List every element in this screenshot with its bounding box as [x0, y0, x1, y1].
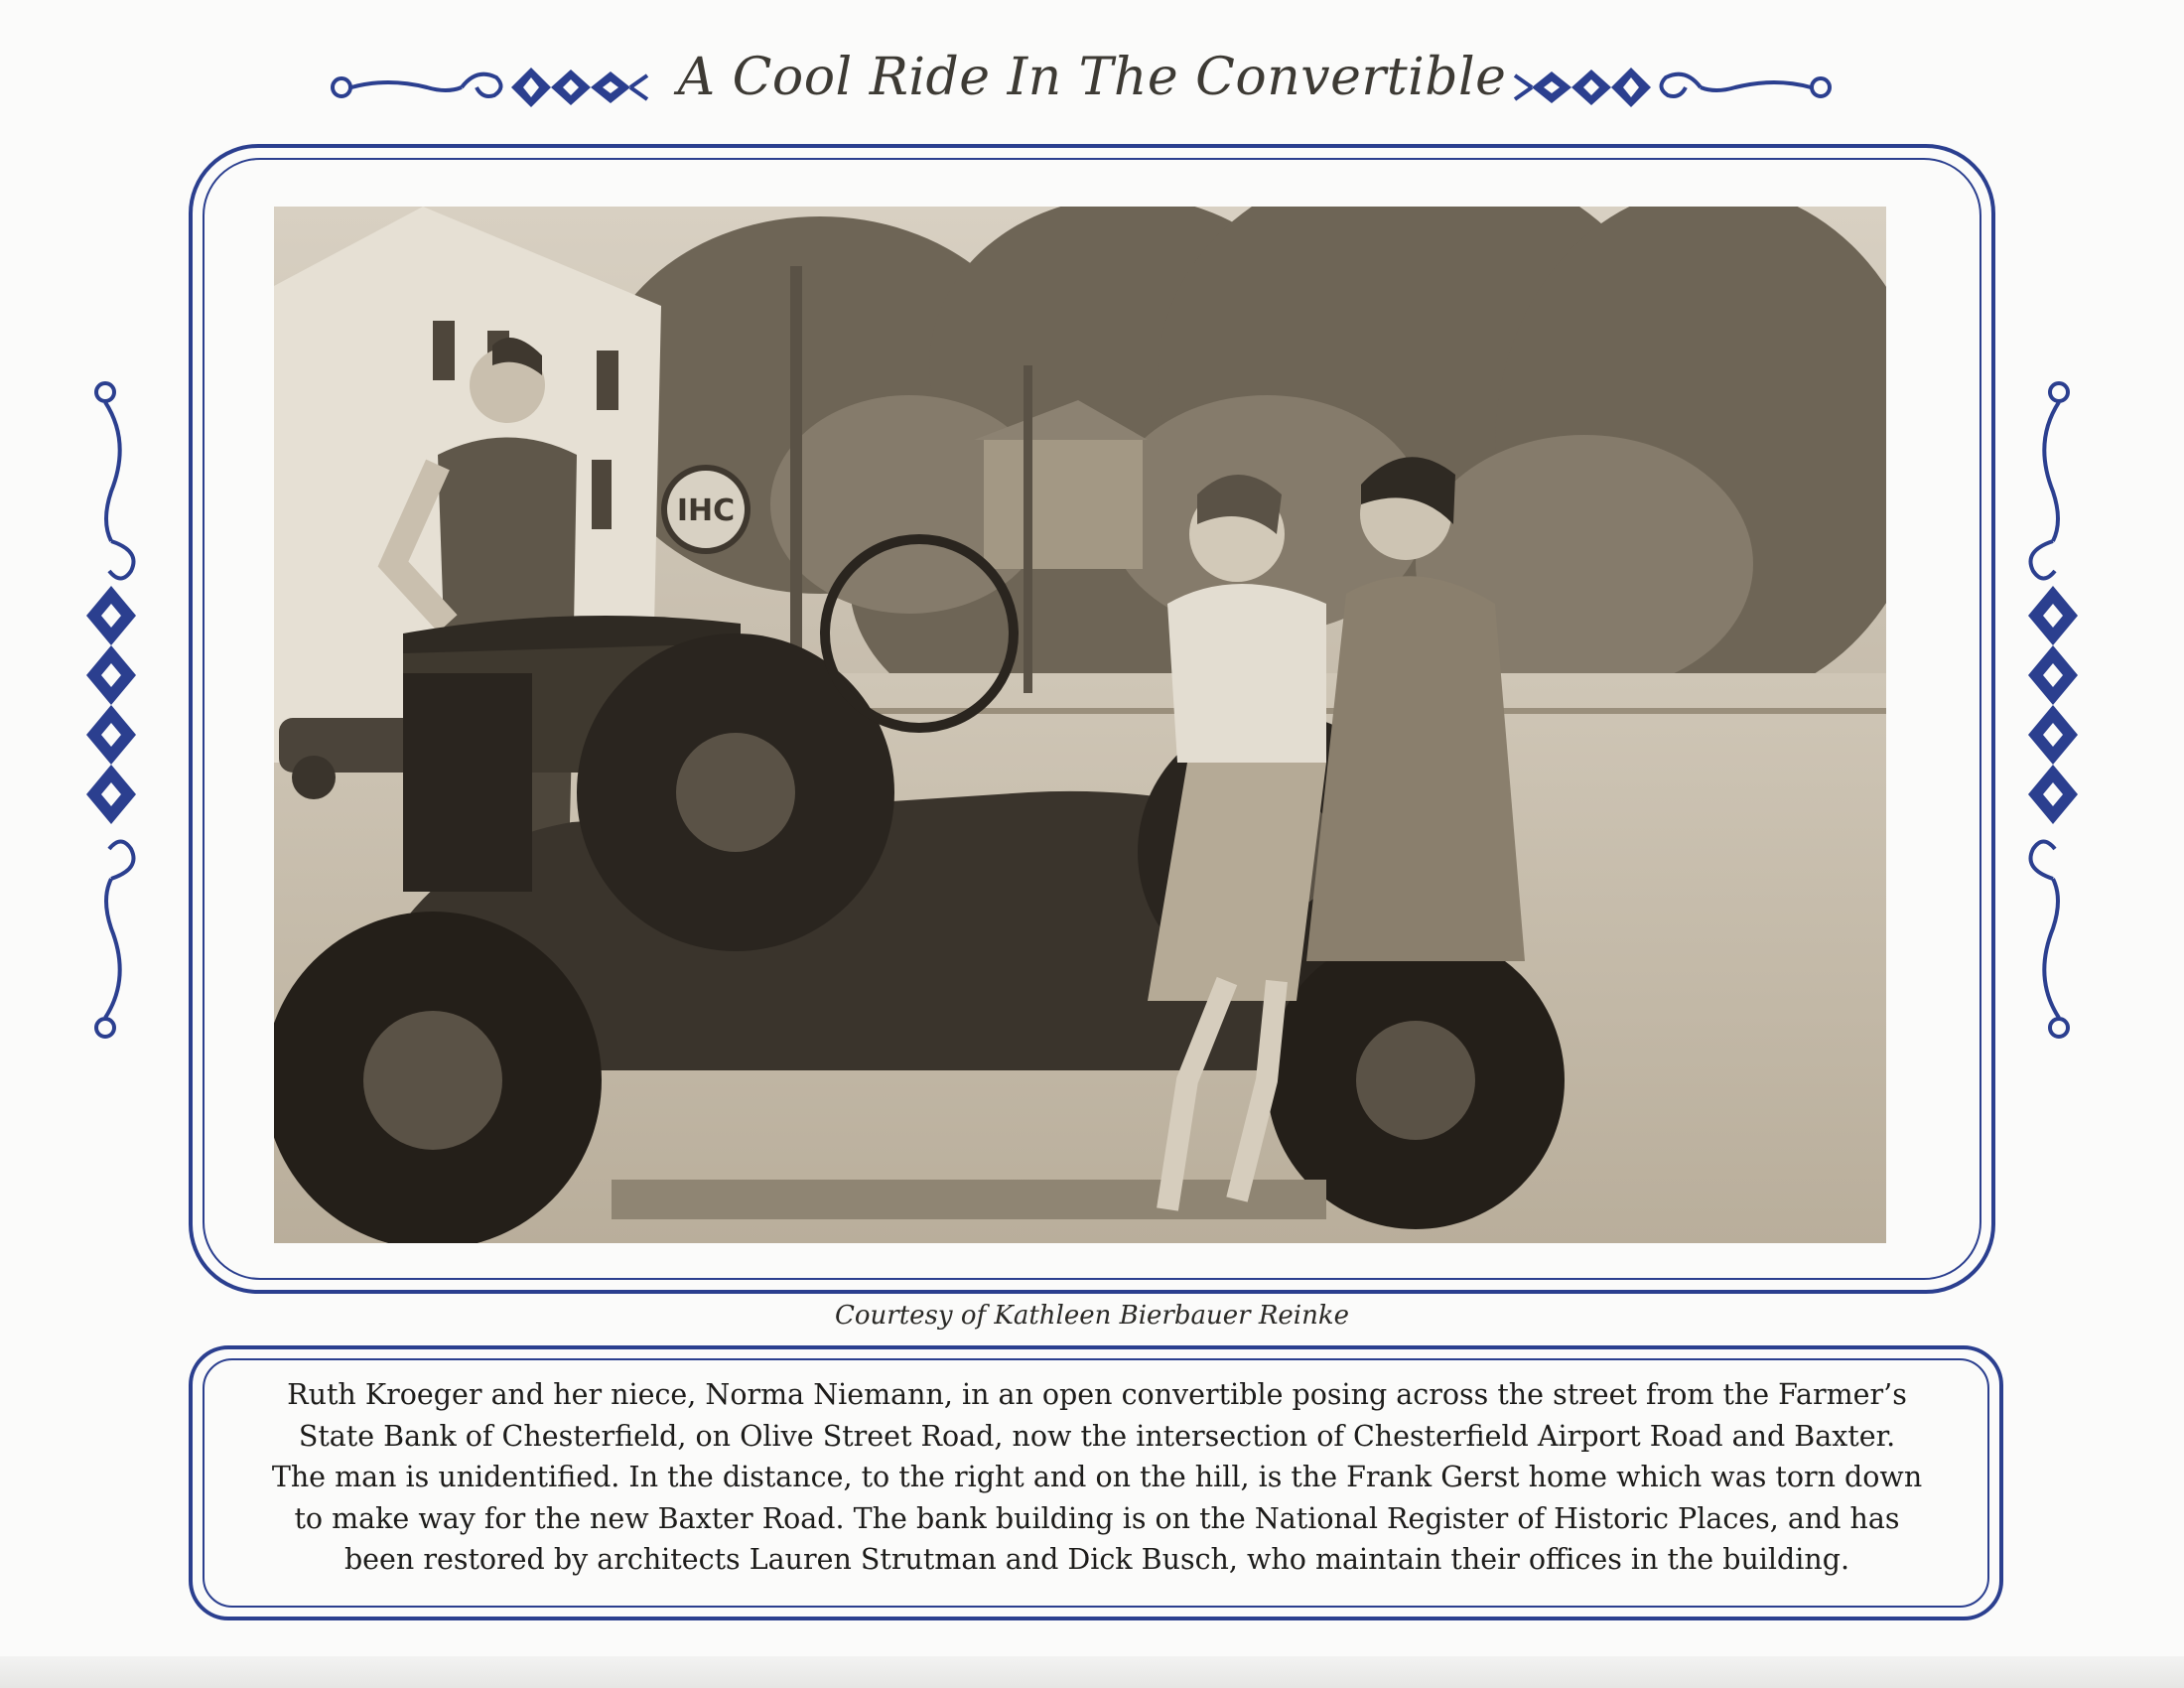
- caption-line: The man is unidentified. In the distance, to the right and on the hill, is the Frank Gerst home which was torn down: [271, 1461, 1923, 1493]
- historic-photo: [274, 207, 1886, 1243]
- title-left-ornament-icon: [328, 58, 655, 117]
- caption-line: to make way for the new Baxter Road. The bank building is on the National Register of Historic Places, and has: [294, 1501, 1900, 1535]
- sign-text: IHC: [676, 493, 736, 528]
- page-title: A Cool Ride In The Convertible: [677, 48, 1507, 107]
- right-side-ornament-icon: [2013, 372, 2093, 1048]
- caption-text: [228, 1374, 1966, 1581]
- title-right-ornament-icon: [1507, 58, 1835, 117]
- left-side-ornament-icon: [71, 372, 151, 1048]
- caption-line: State Bank of Chesterfield, on Olive Street Road, now the intersection of Chesterfield Airport Road and Baxter.: [298, 1419, 1896, 1453]
- caption-line: Ruth Kroeger and her niece, Norma Niemann, in an open convertible posing across the street from the Farmer’s: [287, 1378, 1907, 1411]
- caption-line: been restored by architects Lauren Strutman and Dick Busch, who maintain their offices in the building.: [343, 1543, 1850, 1576]
- photo-credit: Courtesy of Kathleen Bierbauer Reinke: [835, 1301, 1349, 1331]
- page-fold-shadow: [0, 1656, 2184, 1688]
